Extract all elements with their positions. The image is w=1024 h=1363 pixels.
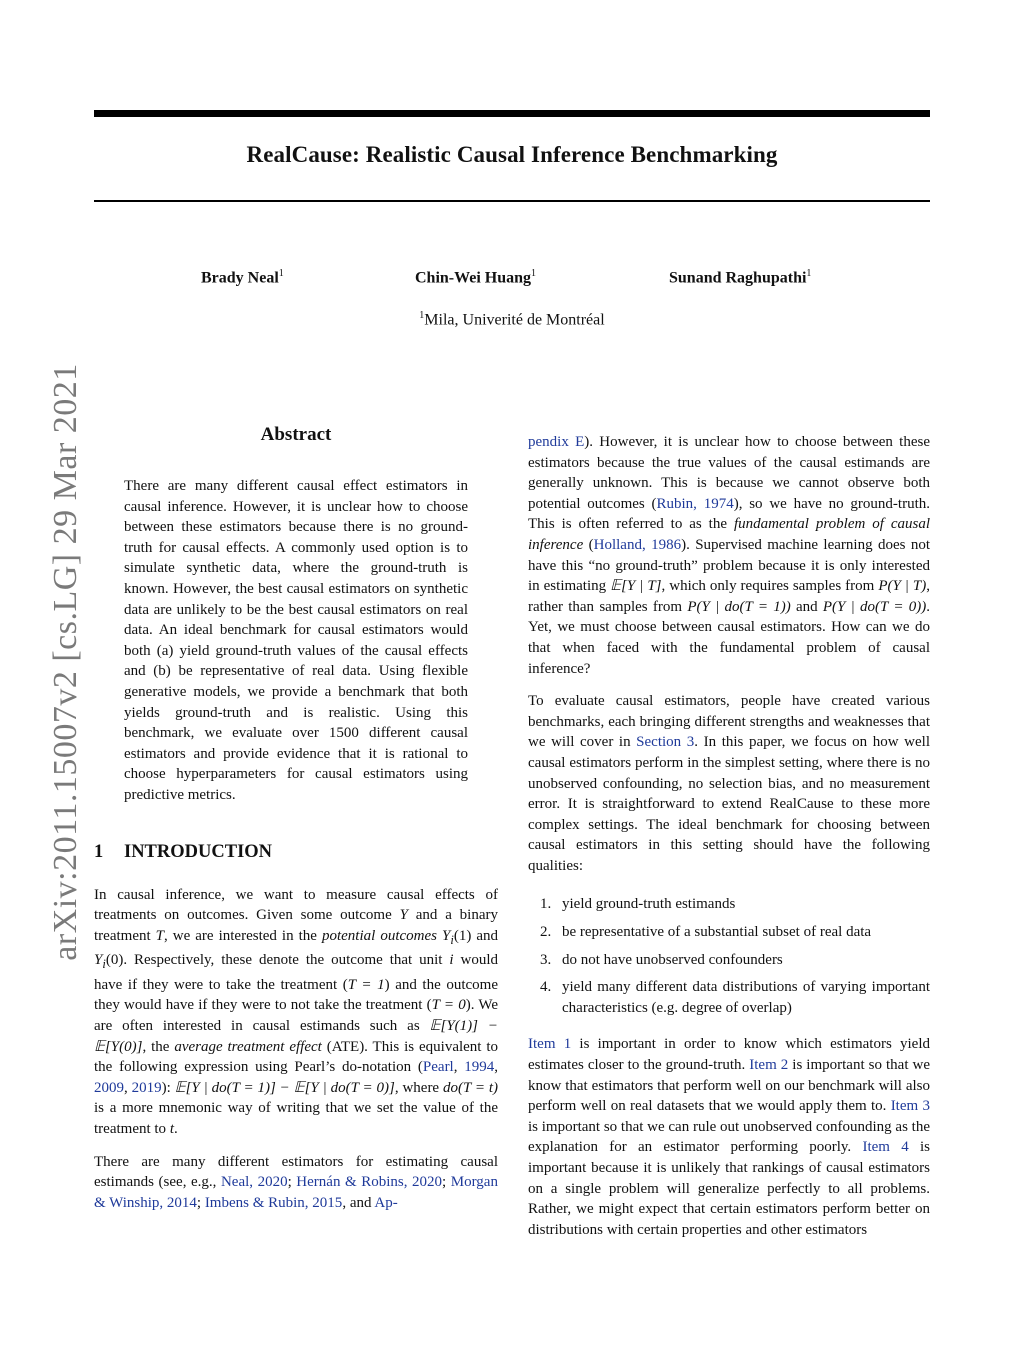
citation-link[interactable]: Imbens & Rubin, 2015 bbox=[204, 1194, 343, 1211]
affiliation-mark: 1 bbox=[419, 310, 425, 321]
text-run: would have if they were to take the treatment ( bbox=[94, 952, 499, 993]
text-run: , and bbox=[342, 1194, 375, 1211]
math-var: Y bbox=[94, 952, 103, 969]
citation-link[interactable]: Holland, 1986 bbox=[593, 536, 682, 553]
text-run: ): bbox=[161, 1079, 175, 1096]
text-run: . In this paper, we focus on how well causal estimators perform in the simplest setting, where there is no unobserved confounding, no selection bias, and no measurement error. It is straightforward to extend RealCause to these more complex settings. The ideal benchmark for choosing between causal estimators in this setting should have the following qualities: bbox=[528, 734, 931, 874]
text-run: . Yet, we must choose between causal estimators. How can we do that when faced with the fundamental problem of causal inference? bbox=[528, 598, 930, 677]
math-arg: (1) bbox=[453, 927, 472, 944]
emphasis-text: potential outcomes bbox=[321, 927, 437, 944]
item-link[interactable]: Item 2 bbox=[749, 1057, 789, 1074]
text-run: . Respectively, these denote the outcome that unit bbox=[123, 952, 450, 969]
right-paragraph-3 bbox=[528, 1034, 930, 1240]
author-name: Brady Neal bbox=[201, 269, 279, 287]
affiliation bbox=[0, 310, 1024, 329]
list-item bbox=[528, 950, 930, 971]
list-item-text: yield many different data distributions of varying important characteristics (e.g. degree of overlap) bbox=[562, 979, 930, 1016]
item-link[interactable]: Item 4 bbox=[862, 1139, 909, 1156]
citation-link[interactable]: Ap- bbox=[374, 1194, 398, 1211]
citation-link[interactable]: Morgan & Winship, 2014 bbox=[94, 1174, 498, 1211]
abstract-text: There are many different causal effect estimators in causal inference. However, it is unclear how to choose between these estimators because there is no ground-truth for causal effects. A commonly used option is to simulate synthetic data, where the ground-truth is known. However, the best causal estimators on synthetic data are unlikely to be the best causal estimators on real data. An ideal benchmark for causal estimators would both (a) yield ground-truth values of the causal effects and (b) be representative of real data. Using flexible generative models, we provide a benchmark that both yields ground-truth and is realistic. Using this benchmark, we evaluate over 1500 different causal estimators and provide evidence that it is rational to choose hyperparameters for causal estimators using predictive metrics. bbox=[124, 478, 468, 803]
text-run: ( bbox=[583, 536, 594, 553]
abstract-heading: Abstract bbox=[260, 424, 332, 445]
math-subscript: i bbox=[450, 932, 454, 947]
math-expr: 𝔼[Y(1)] − 𝔼[Y(0)] bbox=[94, 1018, 498, 1055]
left-column bbox=[94, 420, 498, 1225]
section-heading-introduction bbox=[94, 842, 498, 863]
section-title: INTRODUCTION bbox=[124, 841, 273, 862]
citation-link[interactable]: Rubin, 1974 bbox=[656, 495, 734, 512]
citation-link[interactable]: 2019 bbox=[131, 1079, 162, 1096]
text-run: , which only requires samples from bbox=[661, 578, 879, 595]
text-run: (ATE). This is equivalent to the following expression using Pearl’s do-notation ( bbox=[94, 1038, 499, 1076]
math-expr: do(T = t) bbox=[442, 1079, 499, 1096]
text-run: In causal inference, we want to measure causal effects of treatments on outcomes. Given some outcome bbox=[94, 886, 498, 924]
list-item bbox=[528, 977, 930, 1018]
title-top-rule bbox=[94, 110, 930, 117]
intro-paragraph-2 bbox=[94, 1152, 498, 1214]
list-number: 4. bbox=[540, 979, 552, 996]
paper-title: RealCause: Realistic Causal Inference Benchmarking bbox=[246, 142, 778, 167]
list-number: 3. bbox=[540, 951, 552, 968]
section-link[interactable]: Section 3 bbox=[636, 734, 695, 751]
title-bottom-rule bbox=[94, 200, 930, 202]
text-run: ; bbox=[196, 1194, 205, 1211]
text-run: ) and the outcome they would have if they were to not take the treatment ( bbox=[94, 976, 498, 1014]
citation-link[interactable]: Pearl bbox=[422, 1059, 454, 1076]
text-run: , bbox=[453, 1059, 465, 1076]
math-expr: T = 0 bbox=[431, 997, 466, 1014]
text-run: is important so that we know that estimators that perform well on our benchmark will also perform well on real datasets that we would apply them to. bbox=[528, 1057, 930, 1115]
math-expr: P(Y | T) bbox=[878, 578, 927, 595]
text-run: , the bbox=[142, 1038, 175, 1055]
math-expr: P(Y | do(T = 1)) bbox=[687, 598, 791, 615]
text-run: ), so we have no ground-truth. This is often referred to as the bbox=[528, 495, 930, 533]
affiliation-text: Mila, Univerité de Montréal bbox=[424, 311, 605, 329]
text-run: is a more mnemonic way of writing that we set the value of the treatment to bbox=[94, 1100, 498, 1138]
math-var: Y bbox=[442, 927, 451, 944]
author-3 bbox=[669, 268, 811, 287]
text-run: ). However, it is unclear how to choose between these estimators because the true values of the causal estimands are generally unknown. This is because we cannot observe both potential outcomes ( bbox=[528, 434, 930, 512]
emphasis-text: average treatment effect bbox=[174, 1038, 322, 1055]
list-item-text: be representative of a substantial subset of real data bbox=[562, 924, 872, 941]
author-affil-mark: 1 bbox=[806, 268, 812, 279]
math-expr: P(Y | do(T = 0)) bbox=[822, 598, 927, 615]
text-run: is important in order to know which estimators yield estimates closer to the ground-truth. bbox=[528, 1036, 930, 1074]
citation-link[interactable]: 1994 bbox=[464, 1059, 495, 1076]
author-affil-mark: 1 bbox=[531, 268, 537, 279]
author-name: Sunand Raghupathi bbox=[669, 269, 807, 287]
text-run: , rather than samples from bbox=[528, 578, 930, 615]
text-run: , where bbox=[394, 1079, 443, 1096]
text-run: and a binary treatment bbox=[94, 907, 499, 944]
text-run: ). Supervised machine learning does not have this “no ground-truth” problem because it is only interested in estimating bbox=[528, 536, 930, 595]
citation-link[interactable]: 2009 bbox=[94, 1079, 124, 1096]
item-link[interactable]: Item 3 bbox=[890, 1098, 930, 1115]
list-item-text: do not have unobserved confounders bbox=[562, 951, 783, 968]
emphasis-text: fundamental problem of causal inference bbox=[528, 516, 931, 553]
math-expr: 𝔼[Y | T] bbox=[610, 578, 662, 595]
citation-link[interactable]: pendix E bbox=[528, 434, 585, 450]
right-paragraph-2 bbox=[528, 691, 930, 876]
list-item bbox=[528, 894, 930, 915]
text-run: ). We are often interested in causal estimands such as bbox=[94, 997, 498, 1035]
author-1 bbox=[201, 268, 284, 287]
right-column bbox=[528, 432, 930, 1252]
math-subscript: i bbox=[102, 957, 106, 972]
list-number: 1. bbox=[540, 896, 552, 913]
list-number: 2. bbox=[540, 924, 552, 941]
text-run: is important because it is unlikely that rankings of causal estimators on a single problem will generalize perfectly to all problems. Rather, we might expect that certain estimators perform better on distributions with certain properties and other estimators bbox=[528, 1139, 930, 1238]
text-run: There are many different estimators for estimating causal estimands (see, e.g., bbox=[94, 1153, 498, 1191]
math-var: t bbox=[169, 1121, 174, 1138]
list-item bbox=[528, 922, 930, 943]
math-var: Y bbox=[399, 907, 408, 924]
text-run: is important so that we can rule out unobserved confounding as the explanation for an estimator performing poorly. bbox=[528, 1118, 930, 1156]
text-run: ; bbox=[442, 1174, 451, 1191]
math-var: i bbox=[449, 952, 454, 969]
math-expr: 𝔼[Y | do(T = 1)] − 𝔼[Y | do(T = 0)] bbox=[174, 1079, 395, 1096]
text-run: ; bbox=[287, 1174, 297, 1191]
text-run: , bbox=[494, 1059, 499, 1076]
text-run: To evaluate causal estimators, people have created various benchmarks, each bringing different strengths and weaknesses that we will cover in bbox=[528, 693, 930, 751]
author-affil-mark: 1 bbox=[278, 268, 284, 279]
author-name: Chin-Wei Huang bbox=[415, 269, 532, 287]
arxiv-side-stamp: arXiv:2011.15007v2 [cs.LG] 29 Mar 2021 bbox=[47, 363, 84, 961]
math-arg: (0) bbox=[105, 952, 124, 969]
math-expr: T = 1 bbox=[347, 976, 385, 993]
text-run: and bbox=[471, 927, 499, 944]
qualities-list bbox=[528, 894, 930, 1018]
item-link[interactable]: Item 1 bbox=[528, 1036, 572, 1053]
list-item-text: yield ground-truth estimands bbox=[562, 896, 736, 913]
citation-link[interactable]: Neal, 2020 bbox=[220, 1174, 288, 1191]
math-var: T bbox=[155, 927, 164, 944]
intro-paragraph-1 bbox=[94, 885, 498, 1140]
text-run: , we are interested in the bbox=[164, 927, 322, 944]
right-paragraph-1 bbox=[528, 432, 930, 679]
section-number: 1 bbox=[94, 841, 104, 862]
text-run: . bbox=[173, 1121, 178, 1138]
text-run: , bbox=[124, 1079, 132, 1096]
text-run: and bbox=[790, 598, 823, 615]
author-2 bbox=[415, 268, 536, 287]
citation-link[interactable]: Hernán & Robins, 2020 bbox=[296, 1174, 443, 1191]
